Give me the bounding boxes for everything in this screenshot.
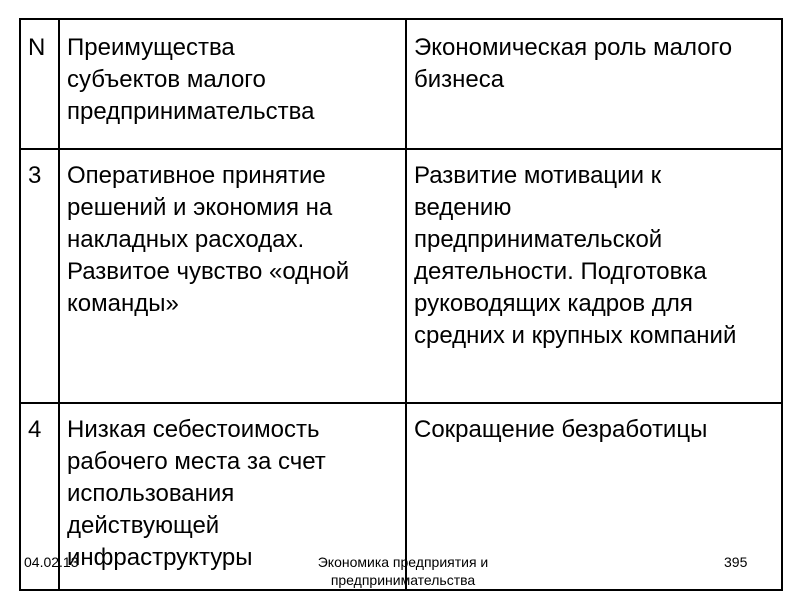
header-n-cell bbox=[20, 19, 59, 149]
footer-date: 04.02.13 bbox=[24, 554, 79, 570]
row-role: Развитие мотивации к ведению предпринимательской деятельности. Подготовка руководящих кадров для средних и крупных компаний bbox=[414, 162, 737, 349]
header-n: N bbox=[28, 34, 46, 61]
row-advantages: Низкая себестоимость рабочего места за счет использования действующей инфраструктуры bbox=[67, 416, 326, 571]
table-header-row bbox=[20, 19, 782, 149]
row-number: 4 bbox=[28, 416, 42, 443]
content-table bbox=[19, 18, 783, 591]
header-role-cell bbox=[406, 19, 782, 149]
table-row bbox=[20, 149, 782, 403]
row-role: Сокращение безработицы bbox=[414, 416, 708, 443]
page-number: 395 bbox=[724, 554, 748, 570]
row-number: 3 bbox=[28, 162, 42, 189]
row-advantages: Оперативное принятие решений и экономия на накладных расходах. Развитое чувство «одной команды» bbox=[67, 162, 350, 317]
footer-title: Экономика предприятия и предпринимательства bbox=[317, 554, 489, 588]
header-advantages: Преимущества субъектов малого предпринимательства bbox=[67, 34, 315, 125]
row-advantages-cell bbox=[59, 149, 406, 403]
row-number-cell bbox=[20, 149, 59, 403]
row-role-cell bbox=[406, 149, 782, 403]
header-advantages-cell bbox=[59, 19, 406, 149]
header-role: Экономическая роль малого бизнеса bbox=[414, 34, 733, 93]
